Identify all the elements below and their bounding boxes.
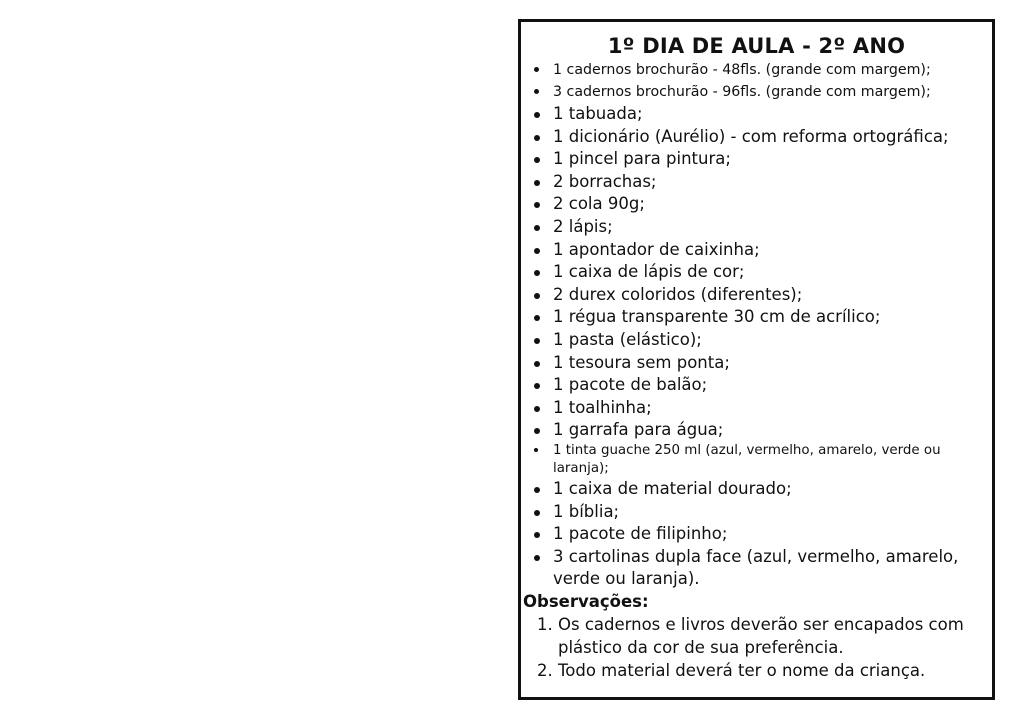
observation-item <box>537 613 992 659</box>
list-item: 1 pacote de filipinho; <box>531 523 992 546</box>
list-item: 2 cola 90g; <box>531 193 992 216</box>
list-item: 1 apontador de caixinha; <box>531 239 992 262</box>
list-item: 1 toalhinha; <box>531 397 992 420</box>
supply-list <box>521 59 992 591</box>
list-item: 1 pasta (elástico); <box>531 329 992 352</box>
list-item: 1 dicionário (Aurélio) - com reforma ortográfica; <box>531 126 992 149</box>
list-item: 1 tinta guache 250 ml (azul, vermelho, amarelo, verde ou laranja); <box>531 442 992 478</box>
list-item: 1 garrafa para água; <box>531 419 992 442</box>
list-item: 1 pincel para pintura; <box>531 148 992 171</box>
list-item: 2 lápis; <box>531 216 992 239</box>
list-item: 1 caixa de lápis de cor; <box>531 261 992 284</box>
list-item: 1 bíblia; <box>531 501 992 524</box>
observation-number: 1. <box>537 614 553 634</box>
document-panel <box>518 19 995 700</box>
observation-text: Todo material deverá ter o nome da criança. <box>558 660 926 680</box>
observation-number: 2. <box>537 660 553 680</box>
observations-list <box>521 613 992 682</box>
observation-item <box>537 659 992 682</box>
list-item: 1 caixa de material dourado; <box>531 478 992 501</box>
list-item: 1 tesoura sem ponta; <box>531 352 992 375</box>
list-item: 3 cartolinas dupla face (azul, vermelho, amarelo, verde ou laranja). <box>531 546 992 591</box>
list-item: 1 régua transparente 30 cm de acrílico; <box>531 306 992 329</box>
list-item: 1 pacote de balão; <box>531 374 992 397</box>
list-item: 3 cadernos brochurão - 96fls. (grande com margem); <box>531 81 992 103</box>
list-item: 1 tabuada; <box>531 103 992 126</box>
list-item: 2 durex coloridos (diferentes); <box>531 284 992 307</box>
list-item: 1 cadernos brochurão - 48fls. (grande com margem); <box>531 59 992 81</box>
document-title: 1º DIA DE AULA - 2º ANO <box>607 34 906 58</box>
observation-text: Os cadernos e livros deverão ser encapados com plástico da cor de sua preferência. <box>558 614 964 657</box>
observations-heading: Observações: <box>523 591 649 611</box>
list-item: 2 borrachas; <box>531 171 992 194</box>
